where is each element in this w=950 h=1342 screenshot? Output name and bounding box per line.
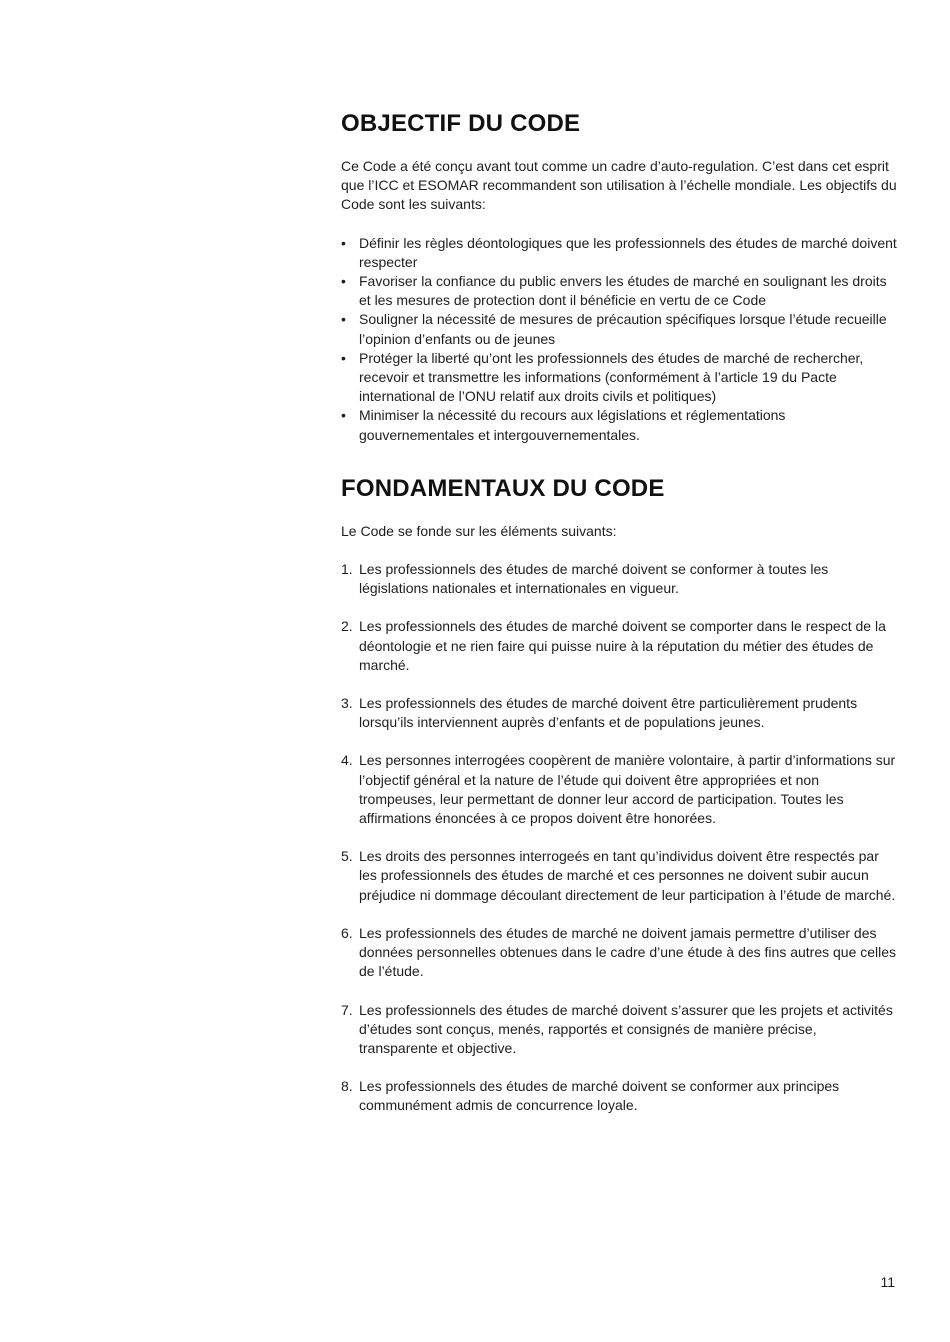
- page-number: 11: [880, 1274, 895, 1290]
- objectives-list: [341, 234, 897, 445]
- list-item: [341, 694, 897, 732]
- list-item: [341, 751, 897, 828]
- item-number: 5.: [341, 848, 353, 865]
- list-item: [341, 560, 897, 598]
- item-text: Les professionnels des études de marché doivent être particulièrement prudents lorsqu’ils interviennent auprès d’enfants et de populations jeunes.: [359, 695, 858, 731]
- section-intro-fondamentaux: Le Code se fonde sur les éléments suivants:: [341, 522, 617, 539]
- section-intro-objectif: Ce Code a été conçu avant tout comme un cadre d’auto-regulation. C’est dans cet esprit que l’ICC et ESOMAR recommandent son utilisation à l’échelle mondiale. Les objectifs du Code sont les suivants:: [341, 158, 897, 213]
- principles-list: [341, 560, 897, 1115]
- page-content: [341, 108, 897, 1135]
- section-title-fondamentaux: FONDAMENTAUX DU CODE: [341, 474, 665, 502]
- item-number: 2.: [341, 618, 353, 635]
- item-text: Les professionnels des études de marché ne doivent jamais permettre d’utiliser des données personnelles obtenues dans le cadre d’une étude à des fins autres que celles de l’étude.: [359, 924, 897, 980]
- item-text: Les professionnels des études de marché doivent se conformer à toutes les législations nationales et internationales en vigueur.: [359, 561, 829, 597]
- list-item: [341, 847, 897, 905]
- list-item: [341, 924, 897, 982]
- list-item: [341, 617, 897, 675]
- item-number: 4.: [341, 752, 353, 769]
- item-number: 6.: [341, 924, 353, 941]
- item-text: Les personnes interrogées coopèrent de manière volontaire, à partir d’informations sur l’objectif général et la nature de l’étude qui doivent être appropriées et non trompeuses, leur permettant de donner leur accord de participation. Toutes les affirmations énoncées à ce propos doivent être honorées.: [359, 752, 896, 827]
- item-text: Les professionnels des études de marché doivent s’assurer que les projets et activités d’études sont conçus, menés, rapportés et consignés de manière précise, transparente et objective.: [359, 1001, 893, 1056]
- list-item: [341, 1001, 897, 1059]
- list-item: [341, 1077, 897, 1115]
- list-item: • Protéger la liberté qu’ont les professionnels des études de marché de rechercher, recevoir et transmettre les informations (conformément à l’article 19 du Pacte international de l’ONU relatif aux droits civils et politiques): [341, 349, 897, 407]
- list-item: • Définir les règles déontologiques que les professionnels des études de marché doivent respecter: [341, 234, 897, 272]
- item-text: Les professionnels des études de marché doivent se conformer aux principes communément admis de concurrence loyale.: [359, 1078, 840, 1114]
- item-text: Les droits des personnes interrogeés en tant qu’individus doivent être respectés par les professionnels des études de marché et ces personnes ne doivent subir aucun préjudice ni dommage découlant directement de leur participation à l’étude de marché.: [359, 848, 896, 903]
- section-title-objectif: OBJECTIF DU CODE: [341, 110, 581, 137]
- item-text: Les professionnels des études de marché doivent se comporter dans le respect de la déontologie et ne rien faire qui puisse nuire à la réputation du métier des études de marché.: [359, 618, 886, 673]
- item-number: 3.: [341, 695, 353, 712]
- list-item: • Favoriser la confiance du public envers les études de marché en soulignant les droits et les mesures de protection dont il bénéficie en vertu de ce Code: [341, 272, 897, 310]
- item-number: 7.: [341, 1001, 353, 1018]
- list-item: • Souligner la nécessité de mesures de précaution spécifiques lorsque l’étude recueille l’opinion d’enfants ou de jeunes: [341, 310, 897, 348]
- list-item: • Minimiser la nécessité du recours aux législations et réglementations gouvernementales et intergouvernementales.: [341, 406, 897, 444]
- item-number: 1.: [341, 561, 353, 578]
- item-number: 8.: [341, 1078, 353, 1095]
